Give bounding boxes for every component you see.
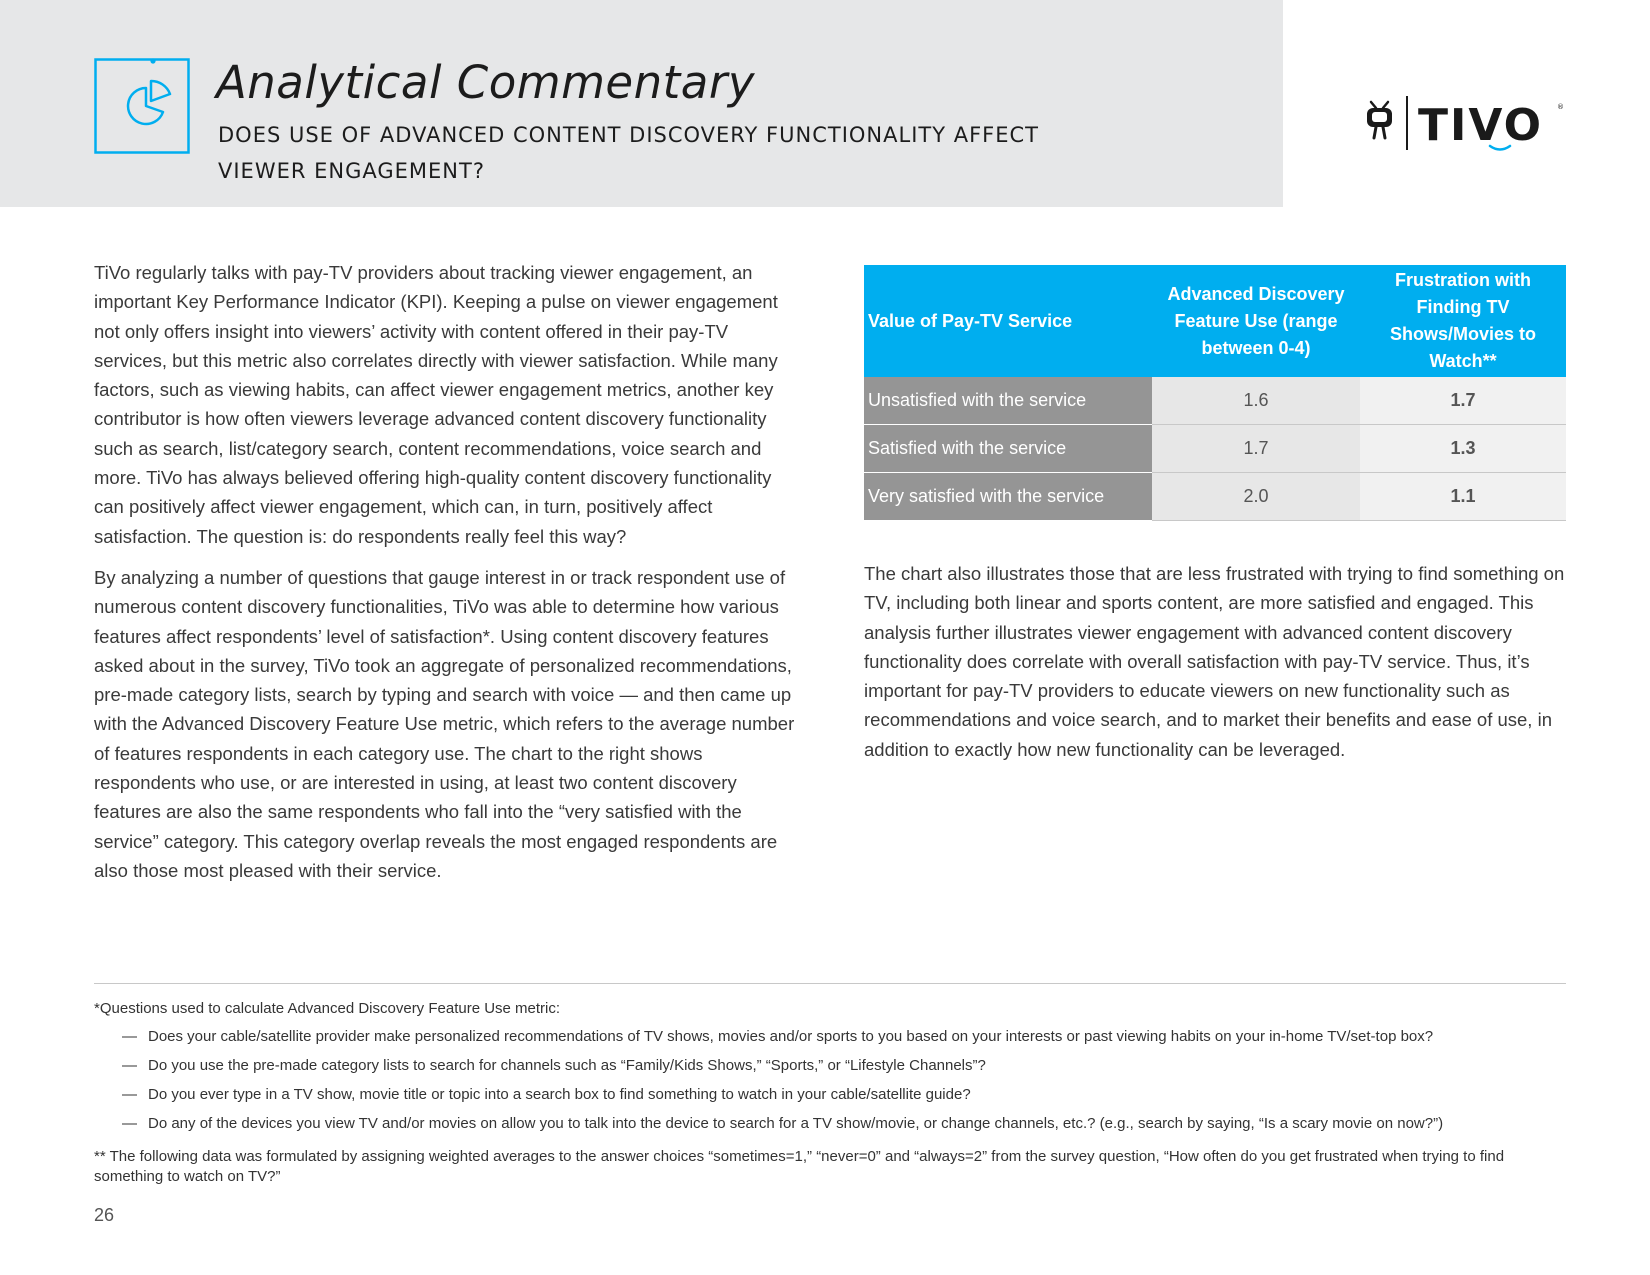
list-item [94, 1027, 1566, 1047]
page-title: Analytical Commentary [216, 56, 755, 109]
frustration-value: 1.7 [1360, 377, 1566, 425]
intro-paragraph: TiVo regularly talks with pay-TV providers about tracking viewer engagement, an important Key Performance Indicator (KPI). Keeping a pulse on viewer engagement not only offers insight into viewers’ activity with content offered in their pay-TV services, but this metric also correlates directly with viewer satisfaction. While many factors, such as viewing habits, can affect viewer engagement metrics, another key contributor is how often viewers leverage advanced content discovery functionality such as search, list/category search, content recommendations, voice search and more. TiVo has always believed offering high-quality content discovery functionality can positively affect viewer engagement, which can, in turn, positively affect satisfaction. The question is: do respondents really feel this way? [94, 262, 778, 547]
right-column [864, 559, 1568, 764]
frustration-value: 1.1 [1360, 473, 1566, 521]
left-column [94, 258, 804, 885]
header-value-of-service: Value of Pay-TV Service [864, 265, 1152, 377]
header-advanced-discovery: Advanced Discovery Feature Use (range between 0-4) [1152, 265, 1360, 377]
footnote-weighting-note: ** The following data was formulated by assigning weighted averages to the answer choices “sometimes=1,” “never=0” and “always=2” from the survey question, “How often do you get frustrated when trying to find something to watch on TV?” [94, 1148, 1505, 1185]
footnote-question: Do you ever type in a TV show, movie title or topic into a search box to find something to watch in your cable/satellite guide? [148, 1086, 971, 1103]
list-item [94, 1114, 1566, 1134]
pie-chart-icon [94, 58, 190, 154]
advanced-value: 2.0 [1152, 473, 1360, 521]
analysis-paragraph: By analyzing a number of questions that gauge interest in or track respondent use of numerous content discovery functionalities, TiVo was able to determine how various features affect respondents’ level of satisfaction*. Using content discovery features asked about in the survey, TiVo took an aggregate of personalized recommendations, pre-made category lists, search by typing and search with voice — and then came up with the Advanced Discovery Feature Use metric, which refers to the average number of features respondents in each category use. The chart to the right shows respondents who use, or are interested in using, at least two content discovery features are also the same respondents who fall into the “very satisfied with the service” category. This category overlap reveals the most engaged respondents are also those most pleased with their service. [94, 566, 795, 881]
list-item [94, 1085, 1566, 1105]
row-label: Satisfied with the service [864, 425, 1152, 473]
chart-commentary-paragraph: The chart also illustrates those that are less frustrated with trying to find something on TV, including both linear and sports content, are more satisfied and engaged. This analysis further illustrates viewer engagement with advanced content discovery functionality does correlate with overall satisfaction with pay-TV service. Thus, it’s important for pay-TV providers to educate viewers on new functionality such as recommendations and voice search, and to market their benefits and ease of use, in addition to exactly how new functionality can be leveraged. [864, 563, 1565, 760]
footnotes [94, 999, 1566, 1187]
footnote-question: Do any of the devices you view TV and/or movies on allow you to talk into the device to search for a TV show/movie, or change channels, etc.? (e.g., search by saying, “Is a scary movie on now?”) [148, 1115, 1444, 1132]
row-label: Unsatisfied with the service [864, 377, 1152, 425]
footnote-question: Does your cable/satellite provider make personalized recommendations of TV shows, movies and/or sports to you based on your interests or past viewing habits on your in-home TV/set-top box? [148, 1028, 1434, 1045]
logo-registered-mark: ® [1557, 103, 1564, 111]
table-row [864, 473, 1566, 521]
logo-wordmark: TIVO [1418, 100, 1544, 151]
advanced-value: 1.7 [1152, 425, 1360, 473]
header-frustration: Frustration with Finding TV Shows/Movies to Watch** [1360, 265, 1566, 377]
page-subtitle: DOES USE OF ADVANCED CONTENT DISCOVERY FUNCTIONALITY AFFECT VIEWER ENGAGEMENT? [218, 123, 1040, 183]
advanced-value: 1.6 [1152, 377, 1360, 425]
tivo-mascot-icon [1367, 102, 1392, 138]
list-item [94, 1056, 1566, 1076]
frustration-value: 1.3 [1360, 425, 1566, 473]
dash-bullet: — [122, 1028, 137, 1045]
tivo-logo [1366, 94, 1566, 156]
footnote-question: Do you use the pre-made category lists to search for channels such as “Family/Kids Shows,” “Sports,” or “Lifestyle Channels”? [148, 1057, 986, 1074]
dash-bullet: — [122, 1115, 137, 1132]
dash-bullet: — [122, 1057, 137, 1074]
table-row [864, 425, 1566, 473]
table-header-row [864, 265, 1566, 377]
dash-bullet: — [122, 1086, 137, 1103]
footnote-question-list [94, 1027, 1566, 1134]
row-label: Very satisfied with the service [864, 473, 1152, 521]
footnote-divider [94, 983, 1566, 984]
footnote-intro: *Questions used to calculate Advanced Discovery Feature Use metric: [94, 1000, 561, 1017]
page-number: 26 [94, 1205, 115, 1225]
table-row [864, 377, 1566, 425]
satisfaction-table [864, 265, 1566, 521]
